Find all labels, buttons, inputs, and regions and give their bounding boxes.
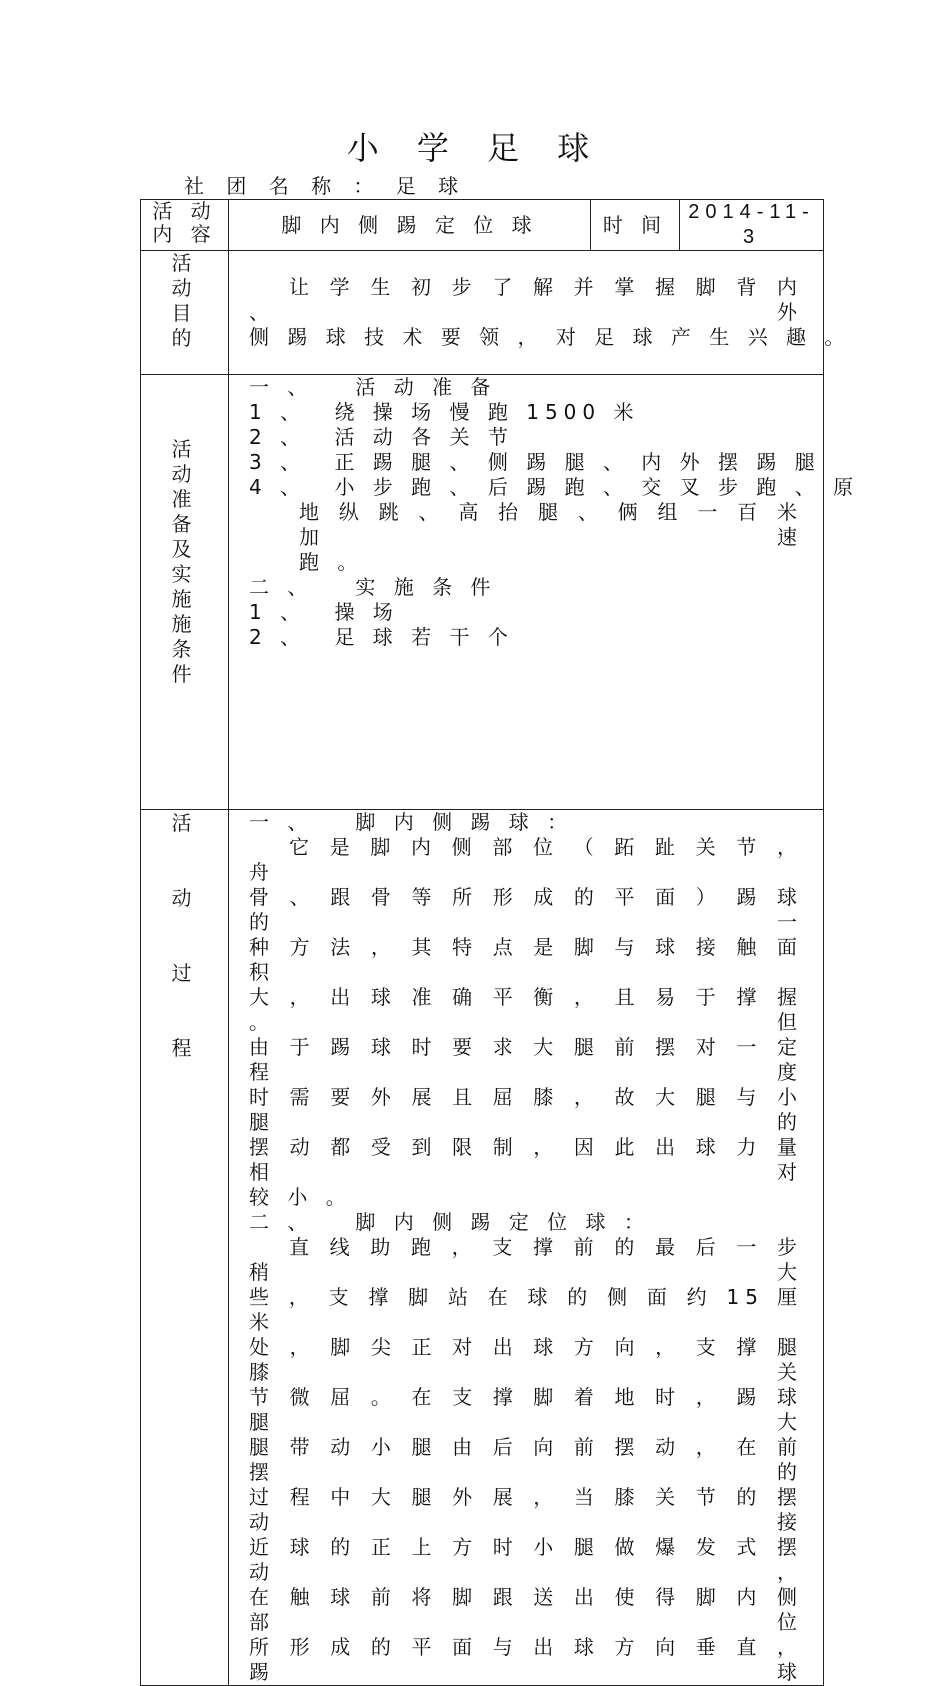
time-label: 时 间 <box>591 200 680 251</box>
list-item: 2 、 活 动 各 关 节 <box>249 425 514 449</box>
activity-content-row <box>141 200 824 251</box>
label-char: 动 <box>171 886 198 910</box>
list-item-continued: 地 纵 跳 、 高 抬 腿 、 俩 组 一 百 米 加 速 <box>299 500 803 549</box>
page-title: 小 学 足 球 <box>346 129 604 167</box>
process-content <box>229 810 824 1686</box>
activity-content-value: 脚 内 侧 踢 定 位 球 <box>229 200 591 251</box>
label-char: 过 <box>171 961 198 985</box>
paragraph-line: 直 线 助 跑 ， 支 撑 前 的 最 后 一 步 稍 大 <box>249 1235 803 1284</box>
prep-label <box>141 375 229 810</box>
label-char: 活 <box>171 811 198 835</box>
section-heading: 二 、 脚 内 侧 踢 定 位 球 ： <box>249 1210 650 1234</box>
activity-content-label <box>141 200 229 251</box>
process-row <box>141 810 824 1686</box>
paragraph-line: 骨 、 跟 骨 等 所 形 成 的 平 面 ） 踢 球 的 一 <box>249 885 803 934</box>
list-item-continued: 跑 。 <box>299 550 364 574</box>
label-char: 活 <box>171 437 198 461</box>
purpose-line: 让 学 生 初 步 了 解 并 掌 握 脚 背 内 、 外 <box>249 275 803 324</box>
label-char: 件 <box>171 662 198 686</box>
paragraph-line: 它 是 脚 内 侧 部 位 （ 跖 趾 关 节 ， 舟 <box>249 835 803 884</box>
label-char: 动 <box>171 462 198 486</box>
club-name: 社 团 名 称 ： 足 球 <box>184 174 467 198</box>
section-heading: 一 、 脚 内 侧 踢 球 ： <box>249 810 574 834</box>
label-line: 活 动 <box>152 199 217 223</box>
paragraph-line: 在 触 球 前 将 脚 跟 送 出 使 得 脚 内 侧 部 位 <box>249 1585 803 1634</box>
paragraph-line: 时 需 要 外 展 且 屈 膝 ， 故 大 腿 与 小 腿 的 <box>249 1085 803 1134</box>
list-item: 4 、 小 步 跑 、 后 踢 跑 、 交 叉 步 跑 、 原 <box>249 475 860 499</box>
label-char: 动 <box>171 276 198 300</box>
activity-purpose-content <box>229 251 851 375</box>
prep-row <box>141 375 824 810</box>
paragraph-line: 由 于 踢 球 时 要 求 大 腿 前 摆 对 一 定 程 度 <box>249 1035 803 1084</box>
paragraph-line: 节 微 屈 。 在 支 撑 脚 着 地 时 ， 踢 球 腿 大 <box>249 1385 803 1434</box>
paragraph-line: 较 小 。 <box>249 1185 352 1209</box>
paragraph-line: 过 程 中 大 腿 外 展 ， 当 膝 关 节 的 摆 动 接 <box>249 1485 803 1534</box>
label-char: 活 <box>171 251 198 275</box>
label-line: 内 容 <box>152 222 217 246</box>
label-char: 程 <box>171 1036 198 1060</box>
activity-purpose-row <box>141 251 824 375</box>
list-item: 3 、 正 踢 腿 、 侧 踢 腿 、 内 外 摆 踢 腿 <box>249 450 821 474</box>
paragraph-line: 所 形 成 的 平 面 与 出 球 方 向 垂 直 ， 踢 球 <box>249 1635 803 1684</box>
label-char: 条 <box>171 637 198 661</box>
section-heading: 一 、 活 动 准 备 <box>249 375 497 399</box>
label-char: 及 <box>171 537 198 561</box>
list-item: 1 、 操 场 <box>249 600 399 624</box>
prep-content <box>229 375 860 810</box>
label-char: 施 <box>171 612 198 636</box>
paragraph-line: 摆 动 都 受 到 限 制 ， 因 此 出 球 力 量 相 对 <box>249 1135 803 1184</box>
paragraph-line: 大 ， 出 球 准 确 平 衡 ， 且 易 于 撑 握 。 但 <box>249 985 803 1034</box>
label-char: 备 <box>171 512 198 536</box>
label-char: 目 <box>171 301 198 325</box>
section-heading: 二 、 实 施 条 件 <box>249 575 497 599</box>
paragraph-line: 种 方 法 ， 其 特 点 是 脚 与 球 接 触 面 积 <box>249 935 803 984</box>
process-label <box>141 810 229 1686</box>
label-char: 准 <box>171 487 198 511</box>
paragraph-line: 腿 带 动 小 腿 由 后 向 前 摆 动 ， 在 前 摆 的 <box>249 1435 803 1484</box>
activity-table <box>140 199 860 1686</box>
list-item: 2 、 足 球 若 干 个 <box>249 625 514 649</box>
paragraph-line: 些 ， 支 撑 脚 站 在 球 的 侧 面 约 15 厘 米 <box>249 1285 803 1334</box>
paragraph-line: 近 球 的 正 上 方 时 小 腿 做 爆 发 式 摆 动 ， <box>249 1535 803 1584</box>
label-char: 的 <box>171 326 198 350</box>
label-char: 实 <box>171 562 198 586</box>
label-char: 施 <box>171 587 198 611</box>
purpose-line: 侧 踢 球 技 术 要 领 ， 对 足 球 产 生 兴 趣 。 <box>249 325 851 349</box>
activity-purpose-label <box>141 251 229 375</box>
paragraph-line: 处 ， 脚 尖 正 对 出 球 方 向 ， 支 撑 腿 膝 关 <box>249 1335 803 1384</box>
activity-date: 2014-11-3 <box>680 200 824 251</box>
list-item: 1 、 绕 操 场 慢 跑 1500 米 <box>249 400 640 424</box>
